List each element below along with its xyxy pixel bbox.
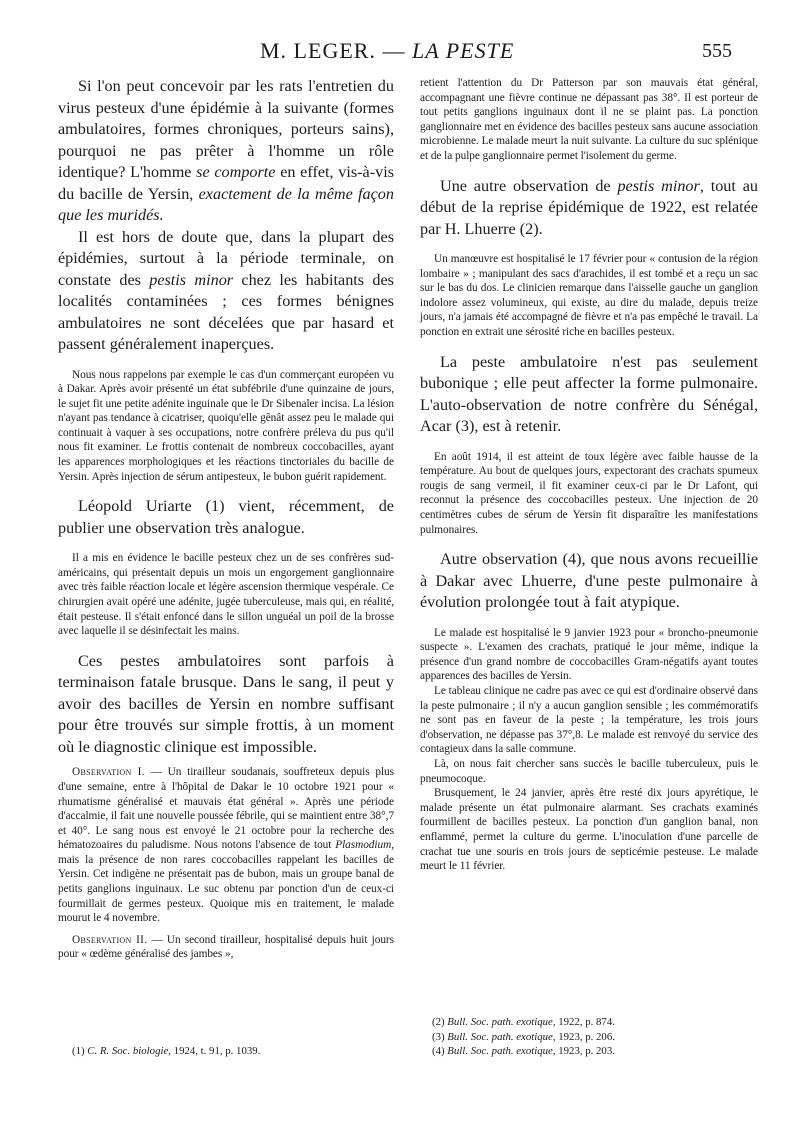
case-clinical-picture: Le tableau clinique ne cadre pas avec ce qui est d'ordinaire observé dans la peste pulmonaire ; il n'y a aucun ganglion sensible ; les commémoratifs ne sont pas en faveur de la peste ; la température, les trois jours d'observation, ne dépasse pas 37°,8. Le malade est renvoyé du service des contagieux dans la salle commune. <box>420 685 758 756</box>
observation-label: Observation I. <box>72 766 145 779</box>
text-run: Une autre observation de <box>440 176 618 195</box>
emphasis: se comporte <box>196 163 276 181</box>
observation-1 <box>58 765 394 926</box>
paragraph-fatal-ambulatory: Ces pestes ambulatoires sont parfois à terminaison fatale brusque. Dans le sang, il peut y avoir des bacilles de Yersin en nombre suffisant pour être trouvés sur simple frottis, à un moment où le diagnostic clinique est impossible. <box>58 651 394 756</box>
text-run: , mais la présence de non rares coccobacilles rappelant les bacilles de Yersin. Cet indigène ne présentait pas de bubon, mais un groupe banal de petits ganglions inguinaux. Le suc obtenu par ponction d'un de ceux-ci fourmillait de germes pesteux. Quoique mis en traitement, le malade mourut le 4 novembre. <box>58 839 394 925</box>
emphasis: pestis minor <box>149 270 234 289</box>
paragraph-pulmonary-form: La peste ambulatoire n'est pas seulement bubonique ; elle peut affecter la forme pulmonaire. L'auto-observation de notre confrère du Sénégal, Acar (3), est à retenir. <box>420 352 758 436</box>
right-column <box>420 76 758 874</box>
footnote-number: (2) <box>432 1016 448 1028</box>
page-number: 555 <box>702 40 732 62</box>
text-run: Il est hors de doute que, dans la plupart des épidémies, surtout à la période terminale, on constate des <box>58 227 394 289</box>
observation-2 <box>58 933 394 962</box>
citation-journal: Bull. Soc. path. exotique <box>447 1030 553 1043</box>
emphasis: pestis minor <box>617 176 700 195</box>
paragraph-rats-virus <box>58 76 394 227</box>
case-merchant-dakar: Nous nous rappelons par exemple le cas d'un commerçant européen vu à Dakar. Après avoir présenté un état subfébrile d'une quinzaine de jours, le sujet fit une petite adénite inguinale que le Dr Sibenaler incisa. La lésion n'ayant pas tendance à cicatriser, quoiqu'elle gênât assez peu le malade qui continuait à vaquer à ses occupations, notre confrère préleva du pus qu'il nous fit examiner. Le frottis contenait de nombreux coccobacilles, ayant les apparences morphologiques et les réactions tinctoriales du bacille de Yersin. Après injection de sérum antipesteux, le bubon guérit rapidement. <box>58 368 394 483</box>
citation-details: , 1923, p. 206. <box>552 1030 615 1043</box>
footnote-3 <box>432 1030 752 1045</box>
text-run: , tout au début de la reprise épidémique de 1922, est relatée par H. Lhuerre (2). <box>420 176 758 238</box>
citation-journal: Bull. Soc. path. exotique <box>447 1016 553 1028</box>
text-run: — Un tirailleur soudanais, souffreteux depuis plus d'une semaine, entre à l'hôpital de Dakar le 10 octobre 1921 pour « rhumatisme généralisé et mauvais état général ». Après une période d'accalmie, il fait une nouvelle poussée fébrile, qui se maintient entre 38°,7 et 40°. Le sang nous est envoyé le 21 octobre pour la recherche des hématozoaires du paludisme. Nous notons l'absence de tout <box>58 766 394 852</box>
paragraph-lhuerre-observation <box>420 176 758 241</box>
running-title-author: M. LEGER. — <box>260 38 412 63</box>
footnotes-right <box>432 1015 752 1059</box>
running-header <box>0 28 800 68</box>
text-run: chez les habitants des localités contaminées ; ces formes bénignes ambulatoires ne sont décelées que par hasard et passent généralement inaperçues. <box>58 270 394 353</box>
paragraph-atypical-pulmonary: Autre observation (4), que nous avons recueillie à Dakar avec Lhuerre, d'une peste pulmonaire à évolution prolongée tout à fait atypique. <box>420 550 758 612</box>
text-run: — Un second tirailleur, hospitalisé depuis huit jours pour « œdème généralisé des jambes », <box>58 933 394 961</box>
left-column <box>58 76 394 962</box>
footnote-1 <box>72 1044 392 1059</box>
case-tuberculosis-search: Là, on nous fait chercher sans succès le bacille tuberculeux, puis le pneumocoque. <box>420 758 758 785</box>
footnote-number: (4) <box>432 1045 448 1057</box>
text-run: Si l'on peut concevoir par les rats l'entretien du virus pesteux d'une épidémie à la suivante (formes ambulatoires, formes chroniques, porteurs sains), pourquoi ne pas prêter à l'homme un rôle identique? L'homme <box>58 77 394 181</box>
case-acar: En août 1914, il est atteint de toux légère avec faible hausse de la température. Au bout de quelques jours, expectorant des crachats spumeux rougis de sang vermeil, il fit examiner ceux-ci par le Dr Lafont, qui reconnut la présence des coccobacilles pesteux. Une injection de 20 centimètres cubes de sérum de Yersin fit disparaître les manifestations pulmonaires. <box>420 450 758 536</box>
citation-details: , 1924, t. 91, p. 1039. <box>168 1045 261 1057</box>
emphasis: Plasmodium <box>335 839 392 852</box>
footnote-4 <box>432 1044 752 1059</box>
citation-journal: C. R. Soc. biologie <box>87 1045 169 1057</box>
case-outcome: Brusquement, le 24 janvier, après être resté dix jours apyrétique, le malade présente un état pulmonaire alarmant. Ses crachats examinés fourmillent de bacilles pesteux. La ponction d'un ganglion banal, non enflammé, permet la culture du germe. L'inoculation d'une parcelle de crachat tue une souris en trois jours de septicémie pesteuse. Le malade meurt le 11 février. <box>420 787 758 873</box>
paragraph-pestis-minor <box>58 227 394 356</box>
emphasis: exactement de la même façon que les muridés. <box>58 184 394 224</box>
citation-details: , 1922, p. 874. <box>552 1016 615 1028</box>
text-run: en effet, vis-à-vis du bacille de Yersin, <box>58 163 395 203</box>
case-south-american-surgeon: Il a mis en évidence le bacille pesteux chez un de ses confrères sud-américains, qui présentait depuis un mois un engorgement ganglionnaire avec très faible réaction locale et légère ascension thermique vespérale. Ce chirurgien avait opéré une adénite, jugée tuberculeuse, mais qui, en réalité, était pesteuse. Il s'était enfoncé dans le sillon unguéal un poil de la brosse avec laquelle il se désinfectait les mains. <box>58 552 394 638</box>
case-bronchopneumonia: Le malade est hospitalisé le 9 janvier 1923 pour « broncho-pneumonie suspecte ». L'examen des crachats, pratiqué le jour même, indique la présence d'un grand nombre de coccobacilles Gram-négatifs ayant toutes apparences des bacilles de Yersin. <box>420 626 758 683</box>
citation-details: , 1923, p. 203. <box>552 1045 615 1057</box>
case-laborer: Un manœuvre est hospitalisé le 17 février pour « contusion de la région lombaire » ; manipulant des sacs d'arachides, il est tombé et a reçu un sac sur le bas du dos. Le clinicien remarque dans l'aisselle gauche un ganglion indolore assez volumineux, qui existe, au dire du malade, depuis treize jours, n'a jamais été accompagné de fièvre et n'a pas empêché le travail. La ponction en extrait une sérosité riche en bacilles pesteux. <box>420 253 758 339</box>
footnote-number: (3) <box>432 1030 448 1043</box>
running-title <box>260 38 514 64</box>
paragraph-uriarte: Léopold Uriarte (1) vient, récemment, de publier une observation très analogue. <box>58 497 394 537</box>
observation-label: Observation II. <box>72 933 148 946</box>
footnote-number: (1) <box>72 1045 88 1057</box>
footnote-2 <box>432 1015 752 1030</box>
observation-2-continued: retient l'attention du Dr Patterson par son mauvais état général, accompagnant une fièvre continue ne dépassant pas 38°. Il est porteur de tout petits ganglions inguinaux dont il ne se plaint pas. La ponction ganglionnaire met en évidence des bacilles pesteux sans aucune association microbienne. Le malade meurt la nuit suivante. La culture du suc splénique et de la pulpe ganglionnaire permet l'isolement du germe. <box>420 77 758 162</box>
running-title-subject: LA PESTE <box>411 38 515 63</box>
citation-journal: Bull. Soc. path. exotique <box>447 1045 553 1057</box>
